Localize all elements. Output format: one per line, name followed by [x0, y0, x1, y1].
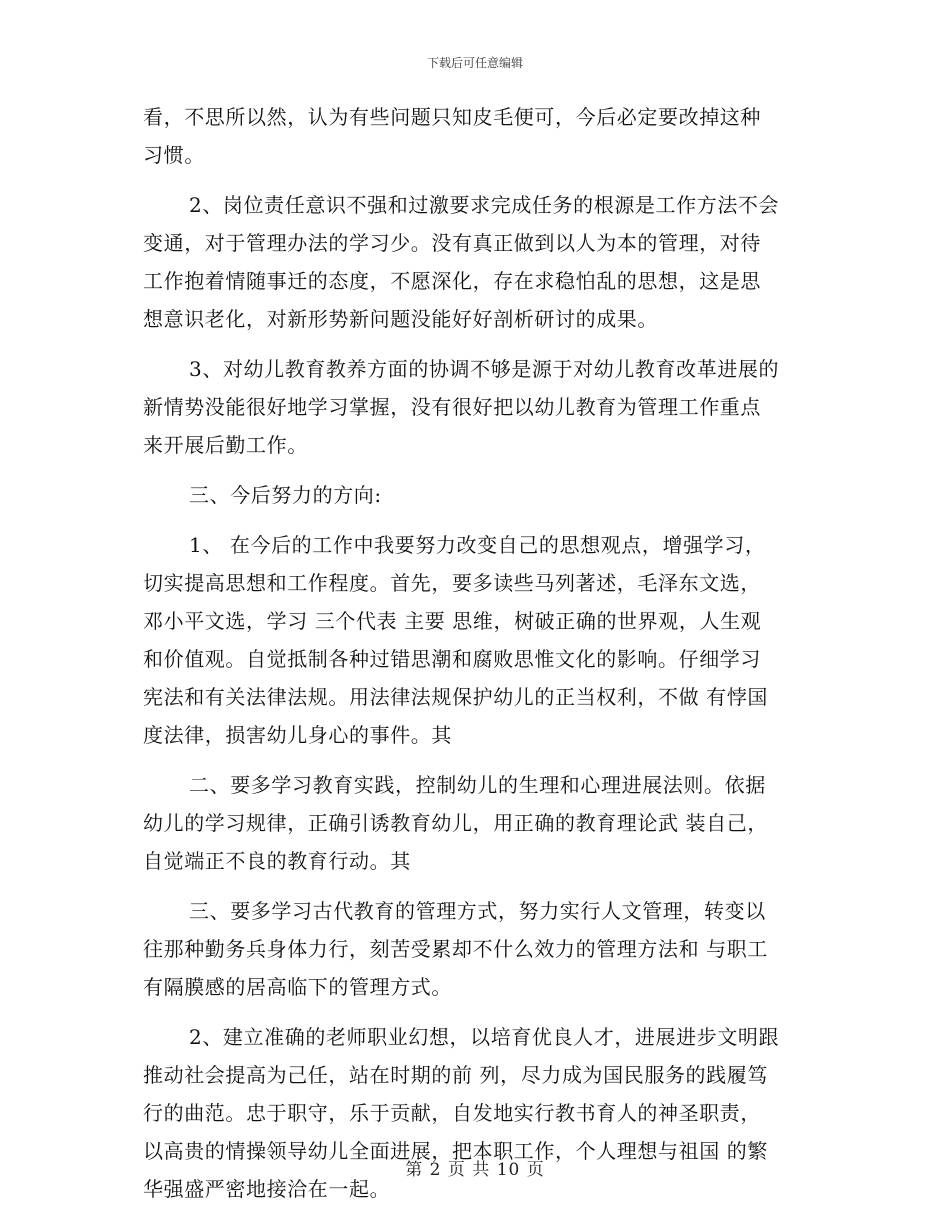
- text-line: 有隔膜感的居高临下的管理方式。: [143, 975, 452, 999]
- text-line: 邓小平文选，学习 三个代表 主要 思维，树破正确的世界观，人生观: [143, 609, 762, 633]
- text-line: 变通，对于管理办法的学习少。没有真正做到以人为本的管理，对待: [143, 231, 761, 255]
- text-line: 新情势没能很好地学习掌握，没有很好把以幼儿教育为管理工作重点: [143, 395, 761, 419]
- text-line: 1、 在今后的工作中我要努力改变自己的思想观点，增强学习，: [189, 533, 766, 557]
- paragraph: [143, 526, 813, 754]
- text-line: 和价值观。自觉抵制各种过错思潮和腐败思惟文化的影响。仔细学习: [143, 647, 761, 671]
- paragraph: [143, 892, 813, 1006]
- text-line: 往那种勤务兵身体力行，刻苦受累却不什么效力的管理方法和 与职工: [143, 937, 768, 961]
- text-line: 切实提高思想和工作程度。首先，要多读些马列著述，毛泽东文选，: [143, 571, 761, 595]
- page-header: 下载后可任意编辑: [426, 56, 523, 70]
- text-line: 华强盛严密地接洽在一起。: [143, 1177, 391, 1201]
- text-line: 工作抱着情随事迁的态度，不愿深化，存在求稳怕乱的思想，这是思: [143, 269, 761, 293]
- text-line: 想意识老化，对新形势新问题没能好好剖析研讨的成果。: [143, 307, 658, 331]
- paragraph: [143, 98, 813, 174]
- paragraph: [143, 186, 813, 338]
- text-line: 来开展后勤工作。: [143, 433, 308, 457]
- text-line: 二、要多学习教育实践，控制幼儿的生理和心理进展法则。依据: [189, 773, 766, 797]
- document-body: [143, 98, 813, 1208]
- text-line: 2、建立准确的老师职业幻想，以培育优良人才，进展进步文明跟: [189, 1025, 780, 1049]
- text-line: 幼儿的学习规律，正确引诱教育幼儿，用正确的教育理论武 装自己，: [143, 811, 768, 835]
- paragraph: [143, 766, 813, 880]
- text-line: 看，不思所以然，认为有些问题只知皮毛便可，今后必定要改掉这种: [143, 105, 761, 129]
- text-line: 以高贵的情操领导幼儿全面进展，把本职工作，个人理想与祖国 的繁: [143, 1139, 768, 1163]
- text-line: 习惯。: [143, 143, 205, 167]
- text-line: 3、对幼儿教育教养方面的协调不够是源于对幼儿教育改革进展的: [189, 357, 780, 381]
- paragraph: [143, 350, 813, 464]
- section-heading: [143, 476, 813, 514]
- text-line: 行的曲范。忠于职守，乐于贡献，自发地实行教书育人的神圣职责，: [143, 1101, 761, 1125]
- text-line: 度法律，损害幼儿身心的事件。其: [143, 723, 452, 747]
- text-line: 2、岗位责任意识不强和过激要求完成任务的根源是工作方法不会: [189, 193, 780, 217]
- text-line: 宪法和有关法律法规。用法律法规保护幼儿的正当权利，不做 有悖国: [143, 685, 768, 709]
- text-line: 三、要多学习古代教育的管理方式，努力实行人文管理，转变以: [189, 899, 766, 923]
- text-line: 三、今后努力的方向:: [189, 483, 382, 507]
- text-line: 推动社会提高为己任，站在时期的前 列，尽力成为国民服务的践履笃: [143, 1063, 768, 1087]
- page-footer: 第 2 页 共 10 页: [405, 1160, 545, 1180]
- text-line: 自觉端正不良的教育行动。其: [143, 849, 411, 873]
